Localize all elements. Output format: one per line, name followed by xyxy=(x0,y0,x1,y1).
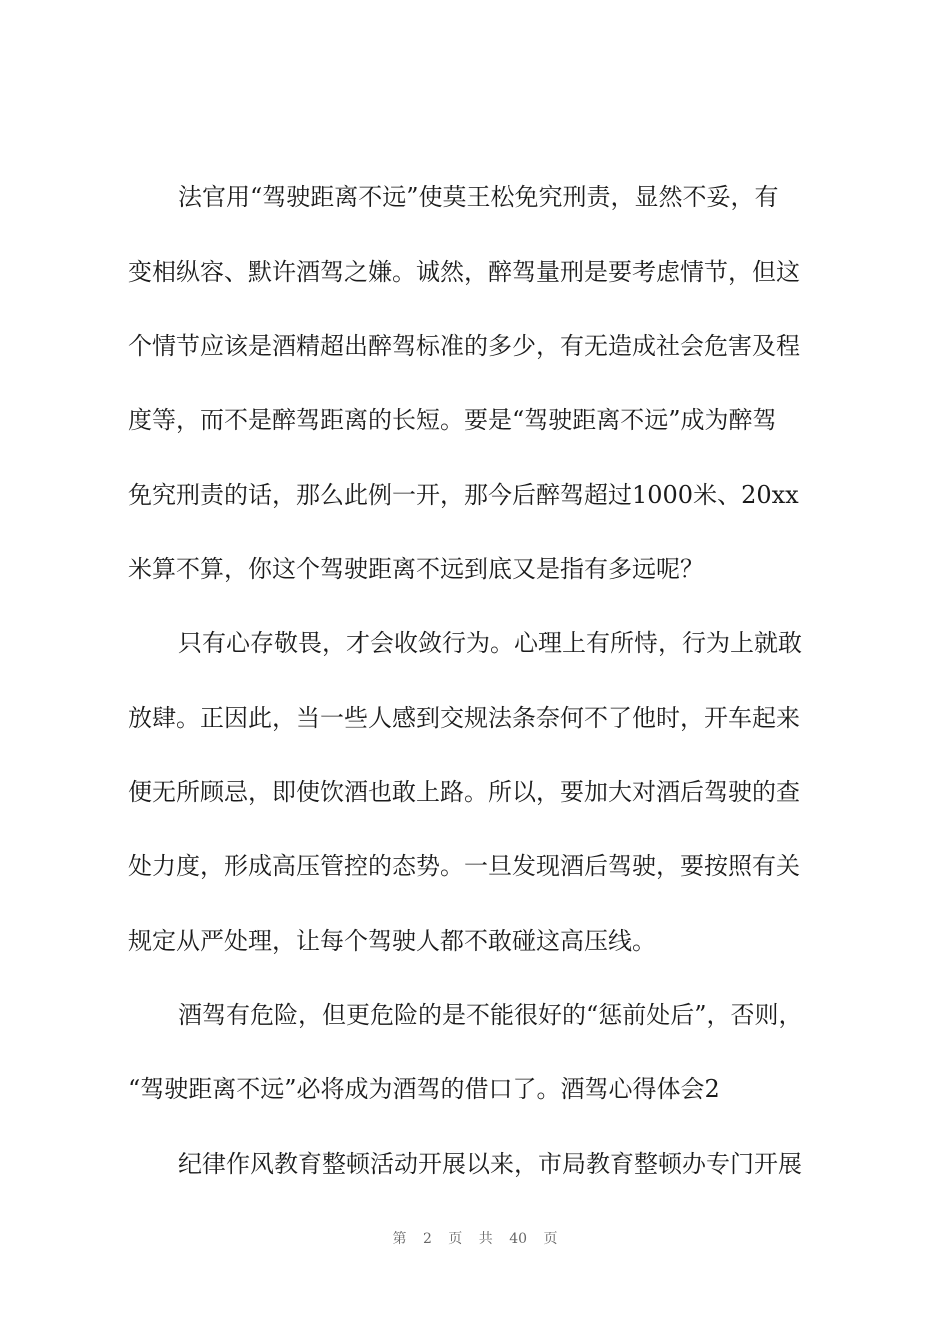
text-line-6: 米算不算，你这个驾驶距离不远到底又是指有多远呢？ xyxy=(128,555,704,583)
text-line-7: 只有心存敬畏，才会收敛行为。心理上有所恃，行为上就敢 xyxy=(178,629,802,657)
text-line-5: 免究刑责的话，那么此例一开，那今后醉驾超过1000米、20xx xyxy=(128,481,799,509)
text-line-4: 度等，而不是醉驾距离的长短。要是“驾驶距离不远”成为醉驾 xyxy=(128,406,777,434)
text-line-12: 酒驾有危险，但更危险的是不能很好的“惩前处后”，否则， xyxy=(178,1001,803,1029)
text-line-13: “驾驶距离不远”必将成为酒驾的借口了。酒驾心得体会2 xyxy=(128,1075,720,1103)
text-line-14: 纪律作风教育整顿活动开展以来，市局教育整顿办专门开展 xyxy=(178,1150,802,1178)
page-footer: 第 2 页 共 40 页 xyxy=(392,1231,558,1247)
text-line-8: 放肆。正因此，当一些人感到交规法条奈何不了他时，开车起来 xyxy=(128,704,800,732)
text-line-10: 处力度，形成高压管控的态势。一旦发现酒后驾驶，要按照有关 xyxy=(128,852,800,880)
text-line-3: 个情节应该是酒精超出醉驾标准的多少，有无造成社会危害及程 xyxy=(128,332,800,360)
text-line-2: 变相纵容、默许酒驾之嫌。诚然，醉驾量刑是要考虑情节，但这 xyxy=(128,258,800,286)
text-line-1: 法官用“驾驶距离不远”使莫王松免究刑责，显然不妥，有 xyxy=(178,183,779,211)
text-line-9: 便无所顾忌，即使饮酒也敢上路。所以，要加大对酒后驾驶的查 xyxy=(128,778,800,806)
text-line-11: 规定从严处理，让每个驾驶人都不敢碰这高压线。 xyxy=(128,927,656,955)
